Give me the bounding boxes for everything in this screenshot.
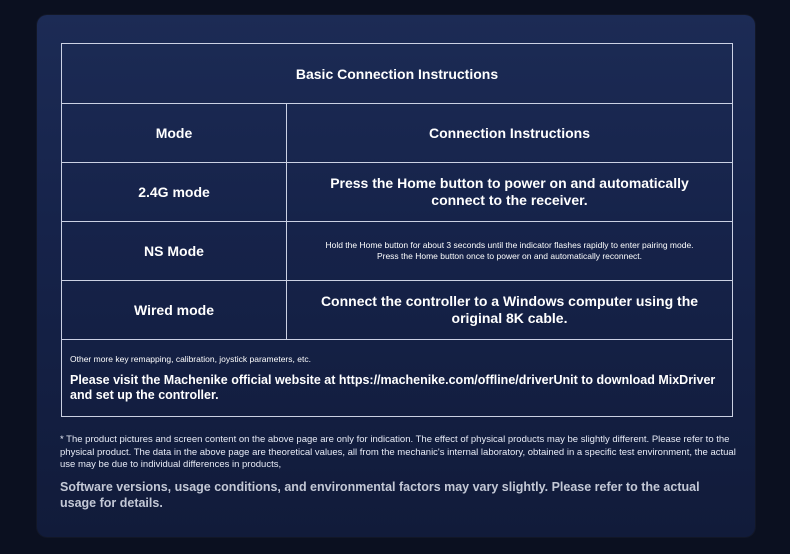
instruction-line: Press the Home button once to power on and automatically reconnect.: [376, 251, 643, 261]
instructions-ns: [287, 222, 732, 280]
connection-instructions-table: [61, 43, 733, 417]
table-row-2.4g: [62, 163, 732, 222]
instruction-line: Connect the controller to a Windows computer using the original 8K cable.: [320, 293, 699, 326]
table-footer-row: [62, 340, 732, 416]
table-row-wired: [62, 281, 732, 340]
instruction-line: Hold the Home button for about 3 seconds until the indicator flashes rapidly to enter pairing mode.: [325, 239, 694, 250]
table-footer: [62, 340, 732, 416]
content-card: [37, 15, 755, 537]
instructions-2.4g: [287, 163, 732, 221]
mode-ns: NS Mode: [62, 222, 287, 280]
instruction-line: Press the Home button to power on and automatically connect to the receiver.: [330, 175, 689, 208]
footer-driver-text: Please visit the Machenike official website at https://machenike.com/offline/driverUnit to download MixDriver and set up the controller.: [70, 373, 716, 402]
header-mode: Mode: [62, 104, 287, 162]
table-title-row: [62, 44, 732, 104]
usage-note: Software versions, usage conditions, and environmental factors may vary slightly. Please refer to the actual usage for details.: [60, 480, 700, 510]
table-row-ns: [62, 222, 732, 281]
disclaimer-text: * The product pictures and screen content on the above page are only for indication. The effect of physical products may be slightly different. Please refer to the physical product. The data in the above page are theoretical values, all from the mechanic's internal laboratory, obtained in a specific test environment, the actual use may be due to individual differences in products,: [60, 434, 736, 470]
instructions-wired: [287, 281, 732, 339]
table-header-row: [62, 104, 732, 163]
footer-small-text: Other more key remapping, calibration, joystick parameters, etc.: [70, 354, 311, 364]
table-title: Basic Connection Instructions: [295, 65, 499, 82]
header-instructions: Connection Instructions: [429, 124, 590, 141]
mode-wired: Wired mode: [62, 281, 287, 339]
mode-2.4g: 2.4G mode: [62, 163, 287, 221]
